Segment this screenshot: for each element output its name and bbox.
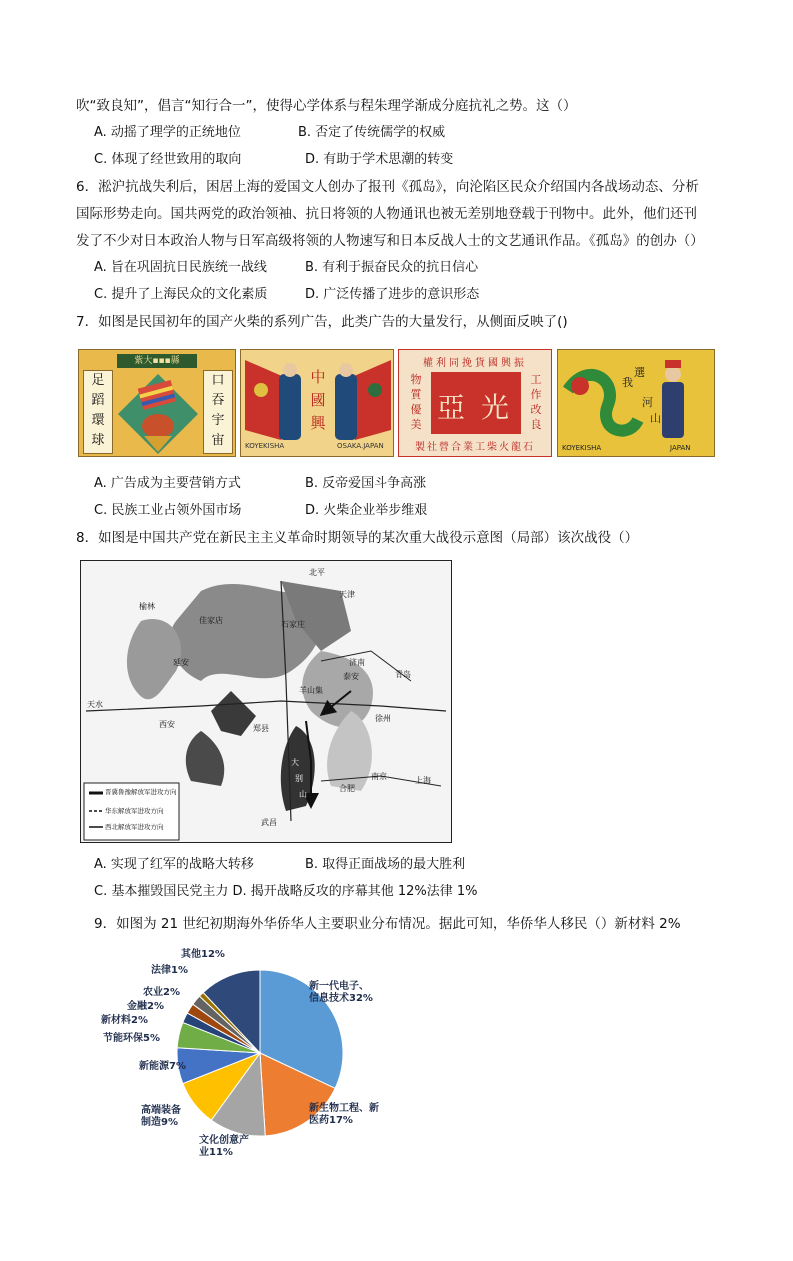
match-label-3-bottom: 製社營合業工柴火龍石 [415, 442, 535, 453]
campaign-map [80, 560, 452, 843]
campaign-map-drawing [81, 561, 452, 843]
match-label-3-right: 工 作 改 良 [530, 373, 542, 431]
q5-option-c: C. 体现了经世致用的取向 [94, 152, 242, 167]
map-city-jinan: 济南 [349, 658, 365, 667]
pie-label: 新能源7% [139, 1061, 186, 1072]
match-label-4-origin: JAPAN [670, 444, 691, 452]
q7-option-c: C. 民族工业占领外国市场 [94, 503, 242, 518]
match-label-1-art [114, 370, 202, 456]
q6-option-b: B. 有利于振奋民众的抗日信心 [305, 260, 479, 275]
q8-option-a: A. 实现了红军的战略大转移 [94, 857, 254, 872]
map-city-zhengxian: 郑县 [253, 724, 269, 733]
pie-label: 法律1% [151, 965, 188, 976]
q6-stem-2: 国际形势走向。国共两党的政治领袖、抗日将领的人物通讯也被无差别地登载于刊物中。此外，他们还刊 [76, 206, 697, 222]
map-city-nanjing: 南京 [371, 772, 387, 781]
match-label-4 [557, 349, 715, 457]
match-label-3-top: 權利同挽貨國興振 [423, 358, 527, 369]
q6-stem-3: 发了不少对日本政治人物与日军高级将领的人物速写和日本反战人士的文艺通讯作品。《孤岛》的创办（） [76, 233, 704, 249]
map-city-xian: 西安 [159, 720, 175, 729]
match-label-1-left-column: 足 蹈 環 球 [83, 370, 113, 454]
map-legend-huadong: 华东解放军进攻方向 [105, 807, 164, 815]
pie-label: 新材料2% [101, 1015, 148, 1026]
q6-option-c: C. 提升了上海民众的文化素质 [94, 287, 268, 302]
match-label-1-right-column: 口 吞 宇 宙 [203, 370, 233, 454]
pie-label: 新生物工程、新医药17% [309, 1103, 379, 1126]
map-city-beiping: 北平 [309, 568, 325, 577]
q8-stem: 8．如图是中国共产党在新民主主义革命时期领导的某次重大战役示意图（局部）该次战役（） [76, 530, 639, 546]
map-city-tianjin: 天津 [339, 590, 355, 599]
pie-label: 其他12% [181, 949, 225, 960]
q6-option-d: D. 广泛传播了进步的意识形态 [305, 287, 480, 302]
map-city-yangshanji: 羊山集 [299, 686, 323, 695]
match-label-3-center: 亞 光 [431, 372, 521, 434]
q9-stem: 9．如图为 21 世纪初期海外华侨华人主要职业分布情况。据此可知，华侨华人移民（）新材料 2% [94, 916, 681, 932]
q5-stem-tail: 吹“致良知”，倡言“知行合一”，使得心学体系与程朱理学渐成分庭抗礼之势。这（） [76, 98, 577, 114]
match-label-4-text-2: 我 [622, 376, 633, 389]
occupation-pie-chart [95, 945, 405, 1160]
match-label-4-text-3: 河 [642, 396, 653, 409]
pie-label: 高端装备制造9% [141, 1105, 181, 1128]
pie-label: 金融2% [127, 1001, 164, 1012]
q7-option-b: B. 反帝爱国斗争高涨 [305, 476, 427, 491]
pie-label: 节能环保5% [103, 1033, 160, 1044]
match-label-2-origin: OSAKA.JAPAN [337, 442, 384, 450]
pie-svg [95, 945, 405, 1160]
map-city-jiajiadian: 佳家店 [199, 616, 223, 625]
q6-option-a: A. 旨在巩固抗日民族统一战线 [94, 260, 267, 275]
map-label-shan: 山 [299, 790, 307, 799]
q7-option-d: D. 火柴企业举步维艰 [305, 503, 428, 518]
map-city-qingdao: 青岛 [395, 670, 411, 679]
match-label-4-brand: KOYEKISHA [562, 444, 602, 452]
match-label-4-text-4: 山 [650, 412, 661, 425]
q5-option-b: B. 否定了传统儒学的权威 [298, 125, 446, 140]
map-label-da: 大 [291, 758, 299, 767]
q6-stem-1: 6．淞沪抗战失利后，困居上海的爱国文人创办了报刊《孤岛》，向沦陷区民众介绍国内各战场动态、分析 [76, 179, 699, 195]
q8-option-b: B. 取得正面战场的最大胜利 [305, 857, 466, 872]
map-city-shijiazhuang: 石家庄 [281, 620, 305, 629]
map-city-yanan: 延安 [173, 658, 189, 667]
map-city-shanghai: 上海 [415, 776, 431, 785]
match-label-2-brand: KOYEKISHA [245, 442, 285, 450]
pie-label: 新一代电子、信息技术32% [309, 981, 373, 1004]
map-label-bie: 别 [295, 774, 303, 783]
q5-option-a: A. 动摇了理学的正统地位 [94, 125, 241, 140]
map-city-hefei: 合肥 [339, 784, 355, 793]
match-label-4-text-1: 選 [634, 366, 645, 379]
map-legend-xibei: 西北解放军进攻方向 [105, 823, 164, 831]
map-city-yulin: 榆林 [139, 602, 155, 611]
match-label-1 [78, 349, 236, 457]
match-label-2-title: 中 國 興 [310, 368, 326, 432]
pie-label: 文化创意产业11% [199, 1135, 249, 1158]
match-label-2 [240, 349, 394, 457]
map-city-wuchang: 武昌 [261, 818, 277, 827]
q7-option-a: A. 广告成为主要营销方式 [94, 476, 241, 491]
match-label-3-left: 物 質 優 美 [410, 373, 422, 431]
map-city-xuzhou: 徐州 [375, 714, 391, 723]
q5-option-d: D. 有助于学术思潮的转变 [305, 152, 454, 167]
map-city-tianshui: 天水 [87, 700, 103, 709]
q8-option-cd: C. 基本摧毁国民党主力 D. 揭开战略反攻的序幕其他 12%法律 1% [94, 884, 478, 899]
match-label-3 [398, 349, 552, 457]
q7-stem: 7．如图是民国初年的国产火柴的系列广告，此类广告的大量发行，从侧面反映了() [76, 314, 568, 330]
pie-label: 农业2% [143, 987, 180, 998]
match-label-1-top: 紫大▪▪▪縣 [117, 354, 197, 368]
map-legend-jinjiluyu: 晋冀鲁豫解放军进攻方向 [105, 788, 177, 796]
map-city-taian: 泰安 [343, 672, 359, 681]
